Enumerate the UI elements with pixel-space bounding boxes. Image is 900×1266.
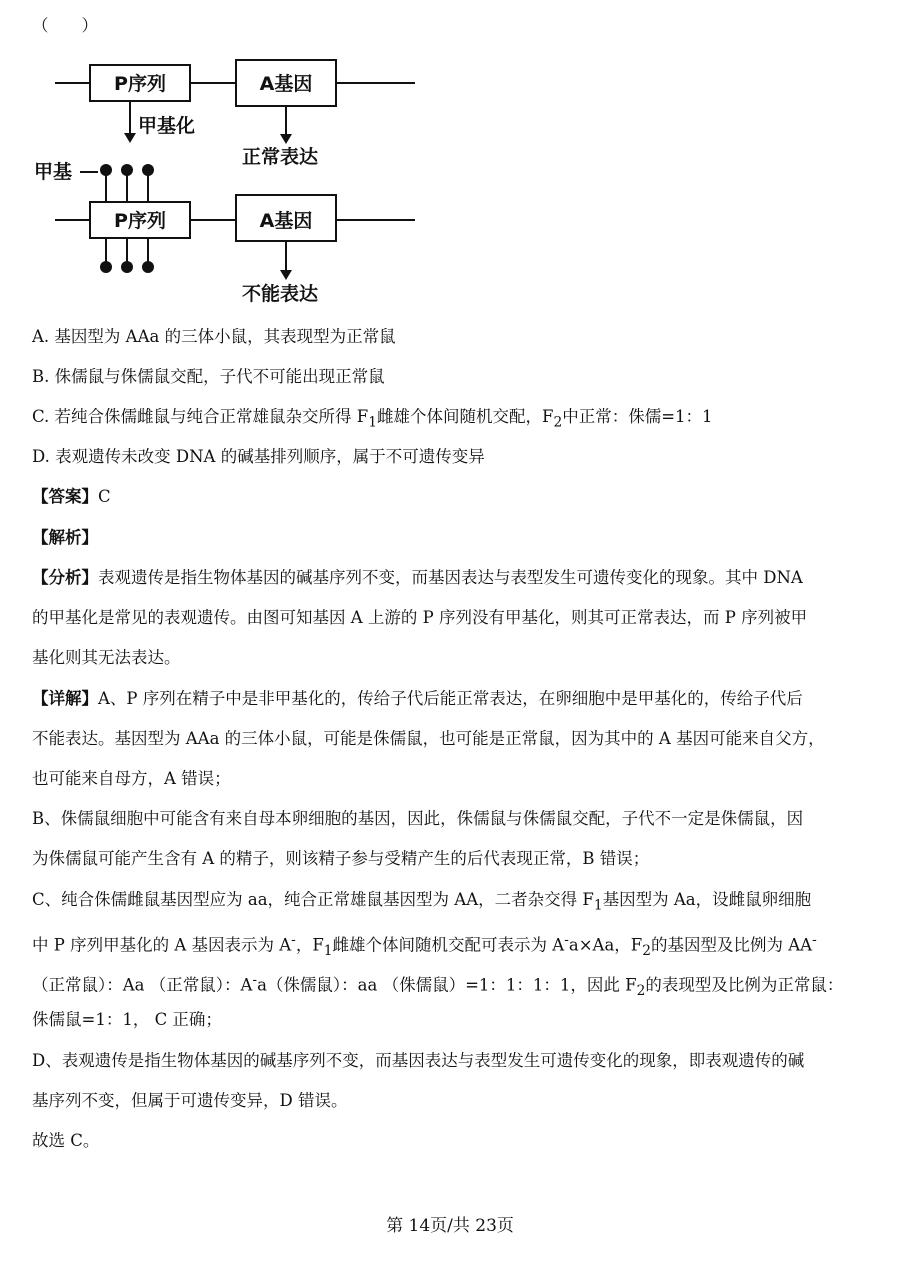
detail-c-line-4: 侏儒鼠=1：1， C 正确； — [32, 1010, 222, 1029]
top-paren: （ ） — [32, 16, 98, 35]
p-sequence-label-top: P序列 — [114, 73, 166, 95]
methyl-dot — [121, 261, 133, 273]
detail-b-line-1: B、侏儒鼠细胞中可能含有来自母本卵细胞的基因，因此，侏儒鼠与侏儒鼠交配，子代不一定是侏儒鼠，因 — [32, 809, 804, 828]
page-footer: 第 14页/共 23页 — [386, 1216, 514, 1236]
final-answer: 故选 C。 — [32, 1131, 100, 1150]
option-a: A. 基因型为 AAa 的三体小鼠，其表现型为正常鼠 — [32, 327, 396, 346]
detail-d-line-1: D、表观遗传是指生物体基因的碱基序列不变，而基因表达与表型发生可遗传变化的现象，即表观遗传的碱 — [32, 1051, 805, 1070]
answer-line — [32, 486, 111, 508]
analysis-label: 【解析】 — [32, 528, 98, 547]
methyl-dot — [100, 164, 112, 176]
methyl-dot — [121, 164, 133, 176]
fenxi-line-3: 基化则其无法表达。 — [32, 648, 181, 667]
answer-label: 【答案】 — [32, 487, 98, 506]
methyl-dot — [142, 261, 154, 273]
a-gene-label-bottom: A基因 — [259, 210, 313, 232]
detail-c-line-3: （正常鼠）：Aa （正常鼠）：A-a（侏儒鼠）：aa （侏儒鼠）=1：1：1：1，因此 $F_2$的表现型及比例为正常鼠： — [32, 972, 844, 999]
detail-c-line-2: 中 P 序列甲基化的 A 基因表示为 A-，$F_1$雌雄个体间随机交配可表示为 A-a×Aa，$F_2$的基因型及比例为 AA- — [32, 932, 817, 959]
option-d: D. 表观遗传未改变 DNA 的碱基排列顺序，属于不可遗传变异 — [32, 447, 485, 466]
no-expression-label: 不能表达 — [242, 283, 319, 305]
detail-c-line-1: C、纯合侏儒雌鼠基因型应为 aa，纯合正常雄鼠基因型为 AA，二者杂交得 $F_1$基因型为 Aa，设雌鼠卵细胞 — [32, 890, 812, 914]
methyl-dot — [100, 261, 112, 273]
detail-a-line-1: 【详解】A、P 序列在精子中是非甲基化的，传给子代后能正常表达，在卵细胞中是甲基化的，传给子代后 — [32, 689, 803, 708]
methylation-label: 甲基化 — [138, 115, 196, 137]
fenxi-line-1: 【分析】表观遗传是指生物体基因的碱基序列不变，而基因表达与表型发生可遗传变化的现象。其中 DNA — [32, 568, 803, 587]
option-c: C. 若纯合侏儒雌鼠与纯合正常雄鼠杂交所得 $F_1$雌雄个体间随机交配，$F_2$中正常：侏儒=1：1 — [32, 407, 713, 431]
detail-d-line-2: 基序列不变，但属于可遗传变异，D 错误。 — [32, 1091, 348, 1110]
fenxi-label: 【分析】 — [32, 568, 98, 587]
a-gene-label-top: A基因 — [259, 73, 313, 95]
p-sequence-label-bottom: P序列 — [114, 210, 166, 232]
methyl-label: 甲基 — [34, 161, 73, 183]
methyl-dot — [142, 164, 154, 176]
detail-label: 【详解】 — [32, 689, 98, 708]
option-b: B. 侏儒鼠与侏儒鼠交配，子代不可能出现正常鼠 — [32, 367, 385, 386]
detail-a-line-3: 也可能来自母方，A 错误； — [32, 769, 231, 788]
detail-b-line-2: 为侏儒鼠可能产生含有 A 的精子，则该精子参与受精产生的后代表现正常，B 错误； — [32, 849, 650, 868]
fenxi-line-2: 的甲基化是常见的表观遗传。由图可知基因 A 上游的 P 序列没有甲基化，则其可正常表达，而 P 序列被甲 — [32, 608, 808, 627]
detail-a-line-2: 不能表达。基因型为 AAa 的三体小鼠，可能是侏儒鼠，也可能是正常鼠，因为其中的 A 基因可能来自父方， — [32, 729, 825, 748]
methylation-diagram — [30, 50, 430, 312]
normal-expression-label: 正常表达 — [242, 146, 319, 168]
answer-value: C — [98, 487, 111, 506]
